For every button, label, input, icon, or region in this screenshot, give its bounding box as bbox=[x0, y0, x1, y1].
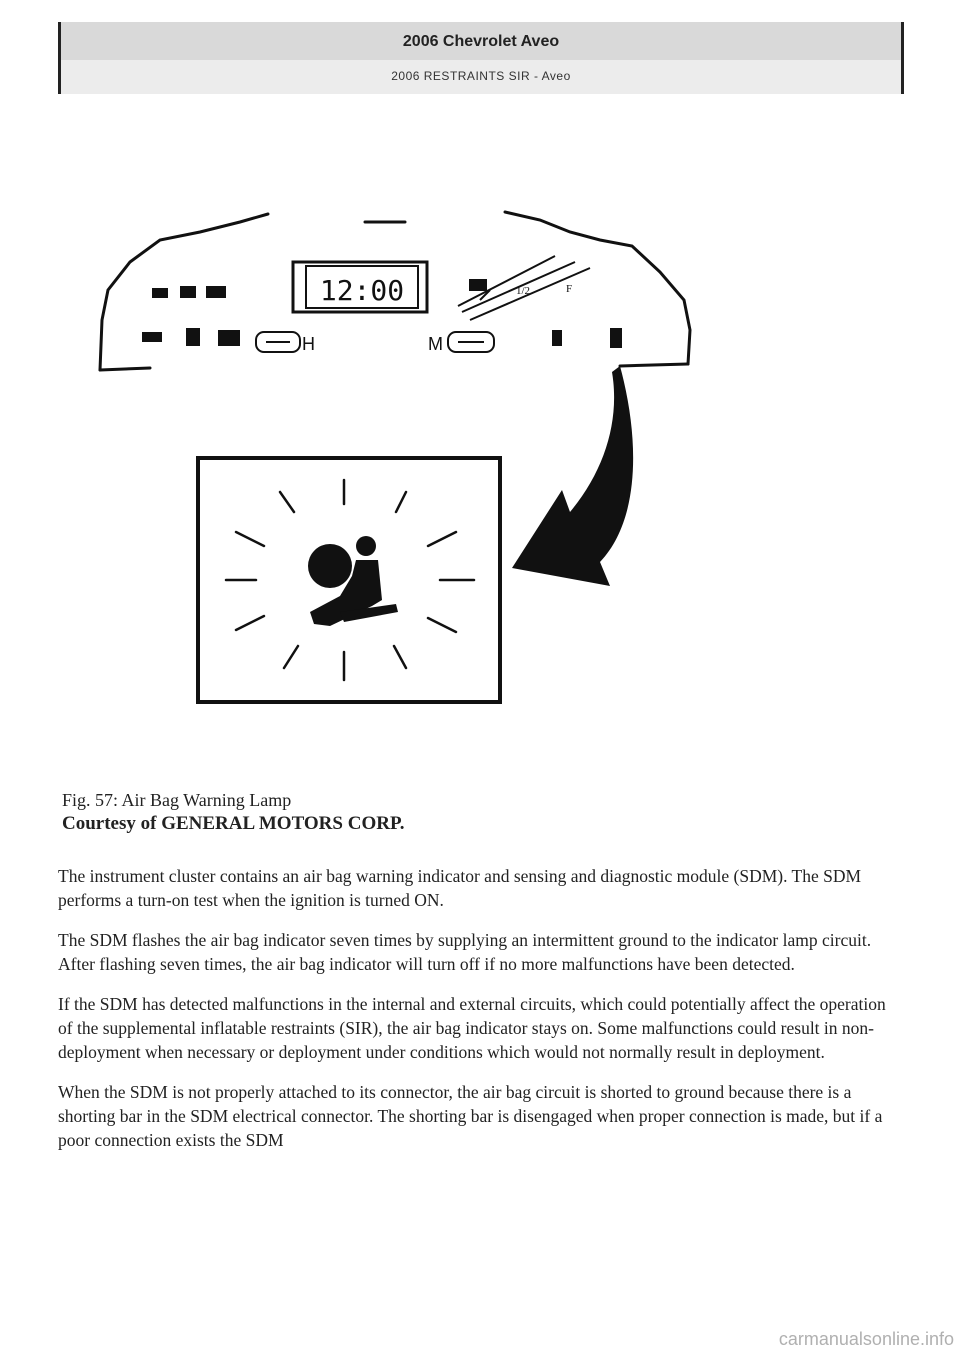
temperature-gauge bbox=[256, 332, 300, 352]
watermark: carmanualsonline.info bbox=[778, 1329, 954, 1349]
manual-title: 2006 Chevrolet Aveo bbox=[61, 22, 901, 60]
paragraph: The instrument cluster contains an air bag warning indicator and sensing and diagnostic module (SDM). The SDM performs a turn-on test when the ignition is turned ON. bbox=[58, 866, 862, 910]
warning-icons-row-top bbox=[152, 286, 226, 298]
fuel-scale-label: 1/2 bbox=[516, 285, 531, 297]
indicator-h-label: H bbox=[302, 334, 315, 354]
air-bag-icon bbox=[308, 536, 398, 626]
clock-display bbox=[293, 262, 427, 312]
clock-time: 12:00 bbox=[319, 274, 405, 307]
paragraph: The SDM flashes the air bag indicator seven times by supplying an intermittent ground to the indicator lamp circuit. After flashing seven times, the air bag indicator will turn off if no more malfunctions have been detected. bbox=[58, 930, 872, 974]
arrow-icon bbox=[512, 366, 633, 586]
figure-credit: Courtesy of GENERAL MOTORS CORP. bbox=[62, 813, 405, 834]
paragraph: When the SDM is not properly attached to its connector, the air bag circuit is shorted to ground because there is a shorting bar in the SDM electrical connector. The shorting bar is disengaged when proper connection is made, but if a poor connection exists the SDM bbox=[58, 1082, 883, 1150]
air-bag-lamp-box bbox=[198, 458, 500, 702]
indicator-m-label: M bbox=[428, 334, 443, 354]
body-text bbox=[58, 864, 898, 1168]
figure-caption bbox=[62, 788, 902, 836]
section-title: 2006 RESTRAINTS SIR - Aveo bbox=[61, 60, 901, 94]
fuel-full-label: F bbox=[566, 283, 573, 295]
warning-icons-row-bottom bbox=[142, 328, 622, 348]
odometer-gauge bbox=[448, 332, 494, 352]
paragraph: If the SDM has detected malfunctions in the internal and external circuits, which could potentially affect the operation of the supplemental inflatable restraints (SIR), the air bag indicator stays on. Some malfunctions could result in non-deployment when necessary or deployment under conditions which would not normally result in deployment. bbox=[58, 994, 886, 1062]
page-header bbox=[58, 22, 904, 94]
air-bag-warning-lamp-figure bbox=[0, 180, 960, 740]
figure-title: Fig. 57: Air Bag Warning Lamp bbox=[62, 790, 292, 810]
